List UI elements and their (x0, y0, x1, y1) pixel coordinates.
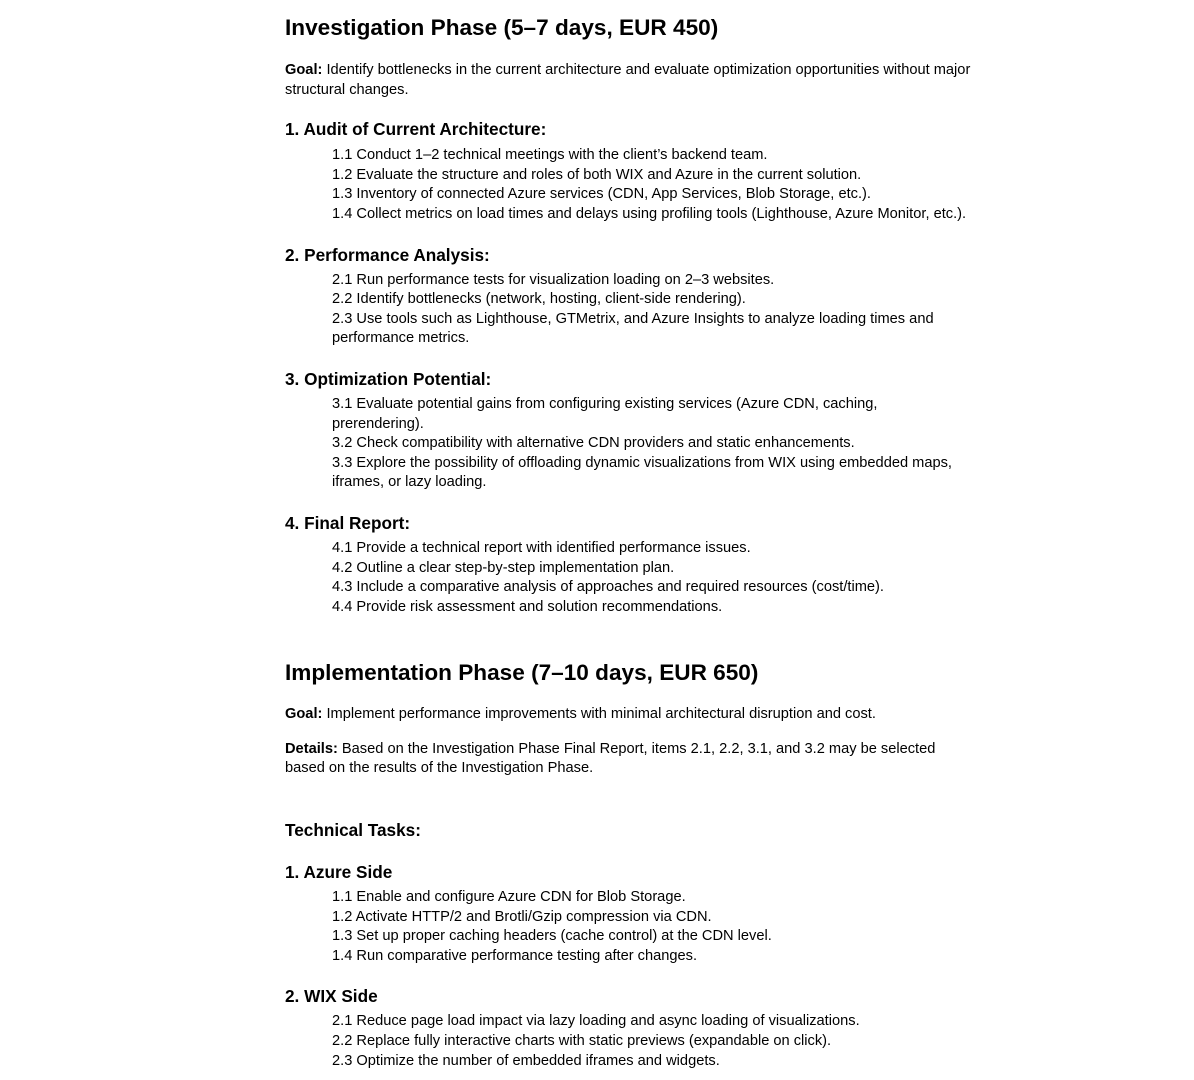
list-item: 4.1 Provide a technical report with identified performance issues. (332, 539, 751, 556)
heading-wix-side: 2. WIX Side (285, 986, 378, 1007)
goal-label: Goal: (285, 62, 323, 78)
details-label: Details: (285, 740, 338, 757)
list-item: 1.1 Enable and configure Azure CDN for Blob Storage. (332, 889, 686, 906)
heading-final-report: 4. Final Report: (285, 512, 411, 533)
performance-analysis-task-list (332, 271, 971, 349)
heading-azure-side: 1. Azure Side (285, 862, 393, 883)
list-item: 2.3 Optimize the number of embedded iframes and widgets. (332, 1052, 720, 1069)
heading-optimization-potential: 3. Optimization Potential: (285, 368, 492, 389)
list-item: 3.3 Explore the possibility of offloading dynamic visualizations from WIX using embedded maps, iframes, or lazy loading. (332, 454, 952, 491)
list-item: 4.2 Outline a clear step-by-step implementation plan. (332, 559, 675, 576)
list-item: 1.2 Activate HTTP/2 and Brotli/Gzip compression via CDN. (332, 908, 712, 925)
goal-label: Goal: (285, 706, 323, 723)
goal-text: Identify bottlenecks in the current architecture and evaluate optimization opportunities without major structural changes. (285, 62, 971, 98)
list-item: 4.4 Provide risk assessment and solution recommendations. (332, 598, 723, 615)
audit-task-list (332, 146, 971, 224)
investigation-goal-paragraph (285, 61, 975, 100)
final-report-task-list (332, 539, 971, 617)
implementation-phase-title: Implementation Phase (7–10 days, EUR 650) (285, 660, 759, 686)
details-text: Based on the Investigation Phase Final Report, items 2.1, 2.2, 3.1, and 3.2 may be selected based on the results of the Investigation Phase. (285, 740, 936, 777)
goal-text: Implement performance improvements with minimal architectural disruption and cost. (322, 706, 876, 723)
list-item: 2.1 Reduce page load impact via lazy loading and async loading of visualizations. (332, 1013, 860, 1030)
list-item: 3.2 Check compatibility with alternative CDN providers and static enhancements. (332, 435, 855, 452)
wix-side-task-list (332, 1012, 971, 1071)
list-item: 4.3 Include a comparative analysis of approaches and required resources (cost/time). (332, 579, 884, 596)
implementation-goal-paragraph (285, 705, 975, 725)
list-item: 1.4 Run comparative performance testing after changes. (332, 947, 698, 964)
list-item: 1.2 Evaluate the structure and roles of both WIX and Azure in the current solution. (332, 166, 862, 183)
list-item: 2.3 Use tools such as Lighthouse, GTMetrix, and Azure Insights to analyze loading times and performance metrics. (332, 310, 934, 347)
list-item: 2.2 Identify bottlenecks (network, hosting, client-side rendering). (332, 291, 746, 308)
document-page (285, 14, 975, 1071)
azure-side-task-list (332, 888, 971, 966)
list-item: 1.1 Conduct 1–2 technical meetings with the client’s backend team. (332, 147, 768, 164)
optimization-potential-task-list (332, 395, 971, 493)
heading-performance-analysis: 2. Performance Analysis: (285, 244, 490, 265)
heading-technical-tasks: Technical Tasks: (285, 820, 421, 841)
list-item: 2.2 Replace fully interactive charts with static previews (expandable on click). (332, 1033, 832, 1050)
list-item: 2.1 Run performance tests for visualization loading on 2–3 websites. (332, 271, 775, 288)
list-item: 1.3 Inventory of connected Azure services (CDN, App Services, Blob Storage, etc.). (332, 186, 871, 203)
heading-audit-current-architecture: 1. Audit of Current Architecture: (285, 119, 547, 140)
list-item: 1.3 Set up proper caching headers (cache control) at the CDN level. (332, 928, 772, 945)
list-item: 1.4 Collect metrics on load times and delays using profiling tools (Lighthouse, Azure Monitor, etc.). (332, 205, 967, 222)
investigation-phase-title: Investigation Phase (5–7 days, EUR 450) (285, 15, 719, 40)
implementation-details-paragraph (285, 740, 975, 779)
list-item: 3.1 Evaluate potential gains from configuring existing services (Azure CDN, caching, prerendering). (332, 395, 878, 432)
